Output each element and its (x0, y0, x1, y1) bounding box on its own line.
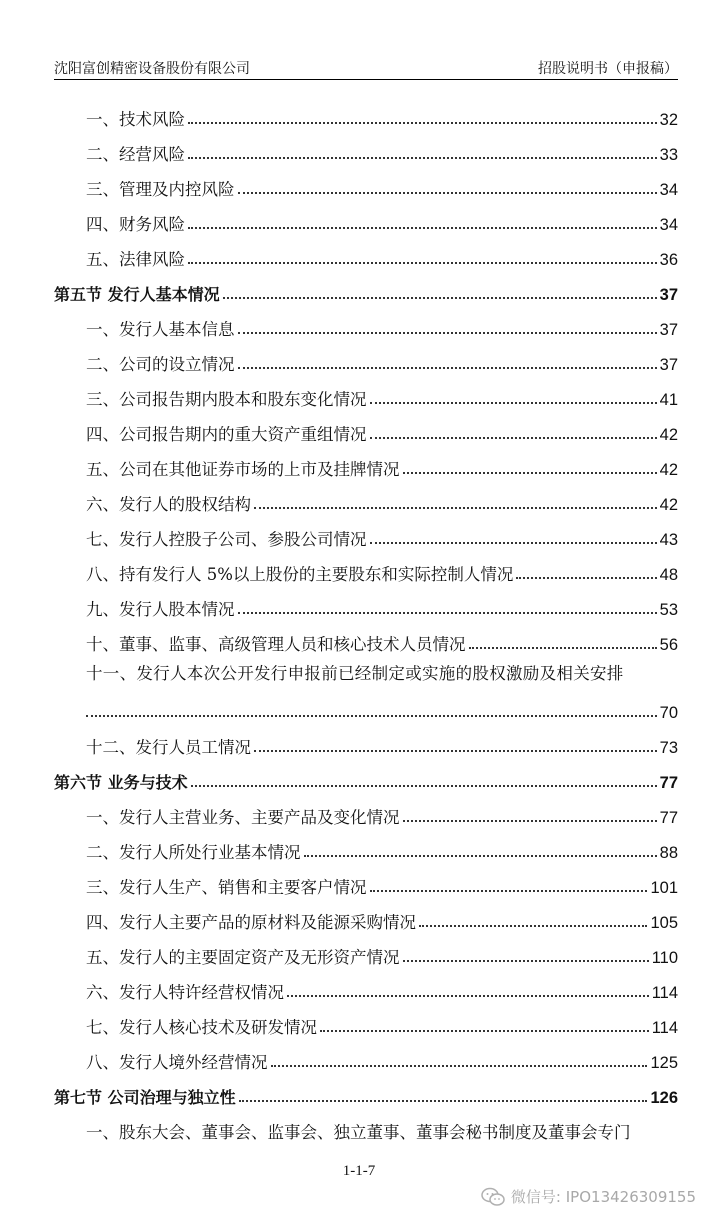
toc-entry[interactable] (54, 898, 678, 933)
toc-entry-title: 五、法律风险 (86, 250, 185, 269)
toc-page-number: 105 (650, 914, 678, 932)
toc-page-number: 32 (659, 111, 678, 129)
toc-entry-title: 三、公司报告期内股本和股东变化情况 (86, 390, 367, 409)
toc-entry-title: 三、发行人生产、销售和主要客户情况 (86, 878, 367, 897)
toc-section-entry[interactable] (54, 1073, 678, 1108)
toc-entry-continuation[interactable] (54, 693, 678, 723)
toc-entry-title: 十、董事、监事、高级管理人员和核心技术人员情况 (86, 635, 466, 654)
dot-leader (516, 576, 656, 579)
toc-entry[interactable] (54, 828, 678, 863)
toc-entry[interactable] (54, 95, 678, 130)
toc-entry-title: 一、股东大会、董事会、监事会、独立董事、董事会秘书制度及董事会专门 (86, 1123, 631, 1142)
toc-page-number: 41 (659, 391, 678, 409)
dot-leader (403, 819, 657, 822)
toc-entry-title: 第五节 发行人基本情况 (54, 285, 220, 304)
toc-page-number: 42 (659, 461, 678, 479)
header-divider (54, 79, 678, 80)
toc-entry[interactable] (54, 863, 678, 898)
toc-entry[interactable] (54, 620, 678, 655)
dot-leader (403, 959, 649, 962)
toc-entry-title: 二、发行人所处行业基本情况 (86, 843, 301, 862)
toc-page-number: 34 (659, 181, 678, 199)
toc-entry-title: 九、发行人股本情况 (86, 600, 235, 619)
toc-entry[interactable] (54, 165, 678, 200)
toc-page-number: 126 (650, 1089, 678, 1107)
dot-leader (320, 1029, 649, 1032)
toc-entry-title: 第七节 公司治理与独立性 (54, 1088, 236, 1107)
dot-leader (238, 331, 657, 334)
toc-page-number: 77 (659, 809, 678, 827)
wechat-icon (481, 1187, 505, 1207)
toc-entry-title: 一、发行人基本信息 (86, 320, 235, 339)
dot-leader (370, 541, 657, 544)
toc-entry-title: 二、公司的设立情况 (86, 355, 235, 374)
dot-leader (469, 646, 657, 649)
dot-leader (238, 611, 657, 614)
toc-page-number: 43 (659, 531, 678, 549)
toc-entry-title: 一、技术风险 (86, 110, 185, 129)
toc-entry[interactable] (54, 1038, 678, 1073)
toc-entry[interactable] (54, 200, 678, 235)
toc-page-number: 114 (651, 1019, 678, 1037)
toc-page-number: 34 (659, 216, 678, 234)
toc-page-number: 110 (651, 949, 678, 967)
toc-entry[interactable] (54, 235, 678, 270)
dot-leader (239, 1099, 648, 1102)
toc-entry[interactable] (54, 375, 678, 410)
toc-section-entry[interactable] (54, 270, 678, 305)
toc-entry[interactable] (54, 130, 678, 165)
toc-entry[interactable] (54, 933, 678, 968)
dot-leader (254, 506, 657, 509)
toc-page-number: 114 (651, 984, 678, 1002)
toc-entry-title-wrapped: 十一、发行人本次公开发行申报前已经制定或实施的股权激励及相关安排 (86, 664, 624, 683)
toc-entry-title: 八、发行人境外经营情况 (86, 1053, 268, 1072)
toc-page-number: 56 (659, 636, 678, 654)
toc-page-number: 53 (659, 601, 678, 619)
dot-leader (188, 226, 657, 229)
toc-page-number: 37 (659, 286, 678, 304)
dot-leader (223, 296, 657, 299)
dot-leader (238, 191, 657, 194)
toc-page-number: 37 (659, 321, 678, 339)
toc-page-number: 125 (650, 1054, 678, 1072)
toc-entry[interactable] (54, 1003, 678, 1038)
dot-leader (304, 854, 657, 857)
toc-entry-title: 四、财务风险 (86, 215, 185, 234)
toc-entry-title: 七、发行人控股子公司、参股公司情况 (86, 530, 367, 549)
dot-leader (238, 366, 657, 369)
dot-leader (403, 471, 657, 474)
toc-entry[interactable] (54, 723, 678, 758)
toc-entry-title: 二、经营风险 (86, 145, 185, 164)
toc-entry[interactable] (54, 585, 678, 620)
dot-leader (188, 156, 657, 159)
toc-page-number: 101 (650, 879, 678, 897)
toc-entry-title: 五、发行人的主要固定资产及无形资产情况 (86, 948, 400, 967)
page-header (54, 58, 678, 80)
watermark (481, 1186, 696, 1207)
dot-leader (419, 924, 647, 927)
toc-entry[interactable] (54, 515, 678, 550)
toc-entry[interactable] (54, 550, 678, 585)
toc-entry-title: 六、发行人特许经营权情况 (86, 983, 284, 1002)
dot-leader (191, 784, 657, 787)
toc-page-number: 70 (659, 704, 678, 722)
toc-entry[interactable] (54, 410, 678, 445)
toc-page-number: 73 (659, 739, 678, 757)
dot-leader (370, 401, 657, 404)
toc-page-number: 77 (659, 774, 678, 792)
toc-page-number: 48 (659, 566, 678, 584)
toc-entry[interactable] (54, 968, 678, 1003)
toc-entry-title: 十二、发行人员工情况 (86, 738, 251, 757)
dot-leader (287, 994, 649, 997)
watermark-text: 微信号: IPO13426309155 (510, 1188, 696, 1206)
toc-entry[interactable] (54, 1108, 678, 1143)
toc-page-number: 42 (659, 426, 678, 444)
toc-entry[interactable] (54, 480, 678, 515)
toc-page-number: 36 (659, 251, 678, 269)
dot-leader (370, 436, 657, 439)
toc-entry[interactable] (54, 305, 678, 340)
toc-entry-title: 五、公司在其他证券市场的上市及挂牌情况 (86, 460, 400, 479)
toc-page-number: 37 (659, 356, 678, 374)
page-number: 1-1-7 (342, 1163, 376, 1179)
company-name: 沈阳富创精密设备股份有限公司 (54, 61, 250, 77)
toc-entry[interactable] (54, 340, 678, 375)
toc-entry-title: 三、管理及内控风险 (86, 180, 235, 199)
toc-entry-title: 六、发行人的股权结构 (86, 495, 251, 514)
toc-page-number: 42 (659, 496, 678, 514)
toc-page-number: 88 (659, 844, 678, 862)
dot-leader (188, 261, 657, 264)
toc-section-entry[interactable] (54, 758, 678, 793)
dot-leader (370, 889, 648, 892)
document-type: 招股说明书（申报稿） (538, 61, 678, 77)
dot-leader (86, 714, 657, 717)
toc-entry-title: 四、公司报告期内的重大资产重组情况 (86, 425, 367, 444)
toc-entry-title: 八、持有发行人 5%以上股份的主要股东和实际控制人情况 (86, 565, 514, 584)
toc-entry[interactable] (54, 445, 678, 480)
toc-entry-title: 一、发行人主营业务、主要产品及变化情况 (86, 808, 400, 827)
toc-entry-title: 第六节 业务与技术 (54, 773, 188, 792)
dot-leader (254, 749, 657, 752)
toc-entry-title: 七、发行人核心技术及研发情况 (86, 1018, 317, 1037)
toc-entry[interactable] (54, 793, 678, 828)
toc-page-number: 33 (659, 146, 678, 164)
dot-leader (271, 1064, 648, 1067)
toc-entry-title: 四、发行人主要产品的原材料及能源采购情况 (86, 913, 416, 932)
dot-leader (188, 121, 657, 124)
table-of-contents (54, 95, 678, 1143)
